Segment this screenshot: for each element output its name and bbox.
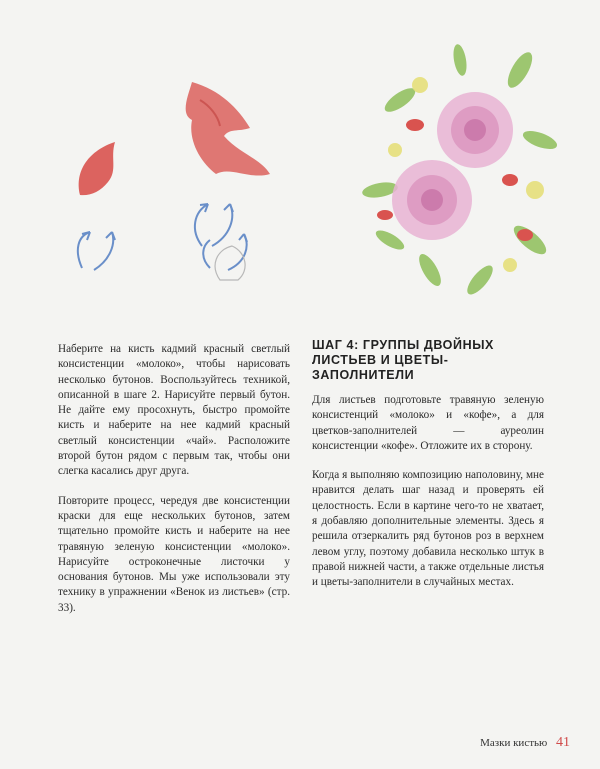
step-heading: ШАГ 4: ГРУППЫ ДВОЙНЫХ ЛИСТЬЕВ И ЦВЕТЫ-ЗАПОЛНИТЕЛИ: [312, 338, 494, 382]
section-title: Мазки кистью: [480, 737, 548, 749]
large-bud-shape: [186, 82, 270, 176]
paragraph: Для листьев подготовьте травяную зеленую консистенций «молоко» и «кофе», а для цветков-заполнителей — ауреолин консистенции «кофе». Отложите их в сторону.: [312, 394, 544, 452]
arrow-stroke-diagram-large: [195, 204, 247, 270]
paragraph: Когда я выполняю композицию наполовину, мне нравится делать шаг назад и проверять ей целостность. Если в картине чего-то не хватает, я добавляю дополнительные элементы. Здесь я решила отзеркалить ряд бутонов роз в верхнем левом углу, поэтому добавила несколько штук в правой нижней части, а также отдельные листья и цветы-заполнители в случайных местах.: [312, 469, 544, 589]
right-text-column: [312, 338, 544, 605]
arrow-stroke-diagram-small: [78, 232, 115, 270]
page-number: 41: [556, 735, 570, 750]
paragraph: Повторите процесс, чередуя две консистенции краски для еще нескольких бутонов, затем тщательно промойте кисть и наберите на нее травяную зеленую консистенции «молоко». Нарисуйте остроконечные листочки у основания бутонов. Мы уже использовали эту технику в упражнении «Венок из листьев» (стр. 33).: [58, 494, 290, 614]
page-footer: [480, 735, 570, 751]
bud-technique-illustration: [60, 70, 280, 290]
bud-outline-sketch: [215, 246, 245, 280]
leaves-cluster: [361, 43, 559, 298]
rose-upper: [437, 92, 513, 168]
rose-lower: [392, 160, 472, 240]
small-bud-shape: [79, 142, 115, 195]
rose-bouquet-illustration: [360, 30, 560, 310]
left-text-column: [58, 342, 290, 630]
paragraph: Наберите на кисть кадмий красный светлый консистенции «молоко», чтобы нарисовать несколько бутонов. Воспользуйтесь техникой, описанной в шаге 2. Нарисуйте первый бутон. Не дайте ему просохнуть, быстро промойте кисть и наберите на нее кадмий красный светлый консистенции «чай». Расположите второй бутон рядом с первым так, чтобы они слегка касались друг друга.: [58, 343, 290, 478]
